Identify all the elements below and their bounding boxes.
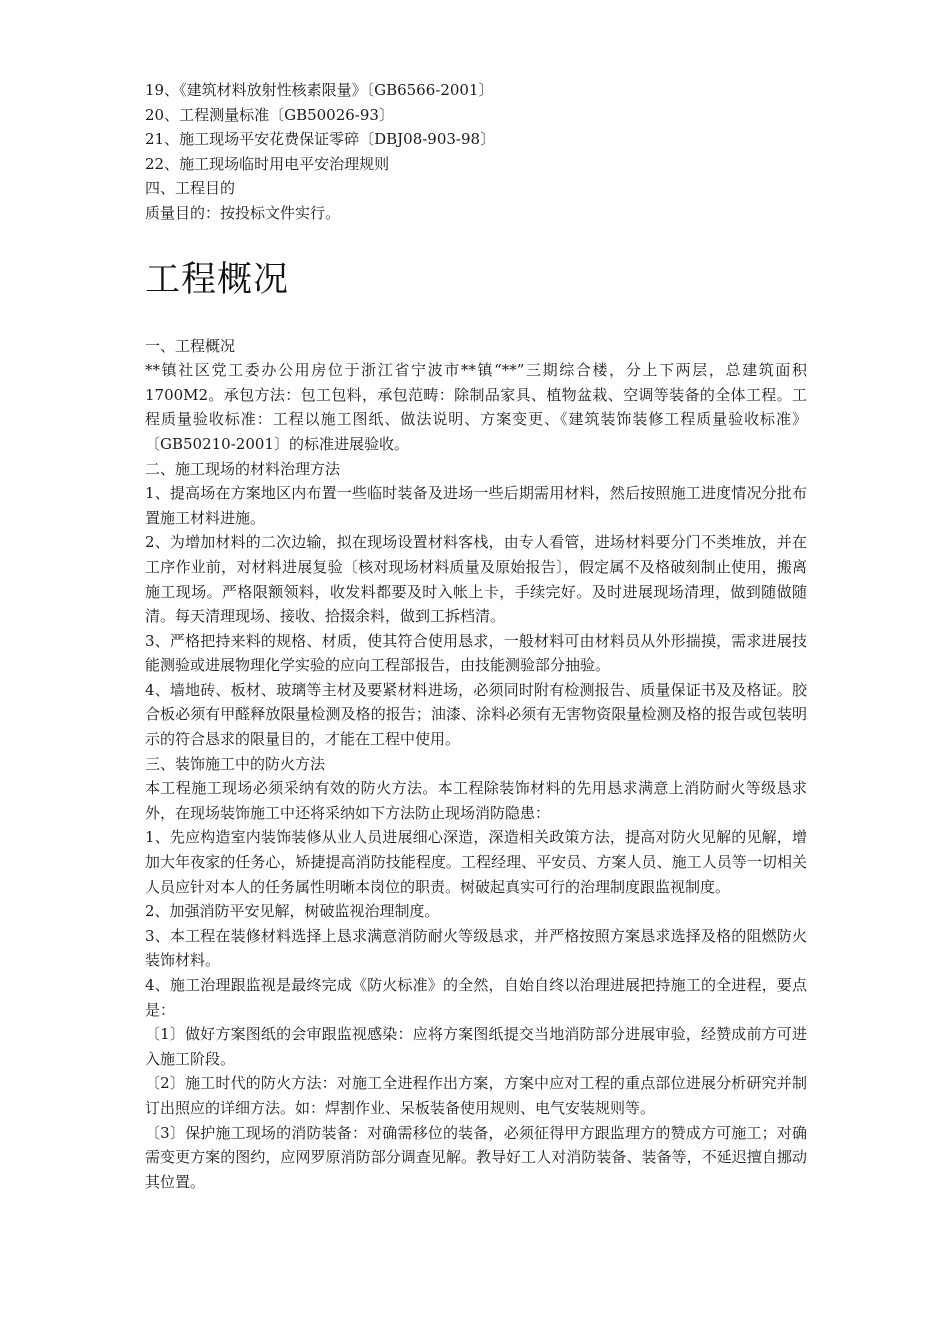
- paragraph: 1、先应构造室内装饰装修从业人员进展细心深造，深造相关政策方法，提高对防火见解的见解，增加大年夜家的任务心，矫捷提高消防技能程度。工程经理、平安员、方案人员、施工人员等一切相关人员应针对本人的任务属性明晰本岗位的职责。树破起真实可行的治理制度跟监视制度。: [145, 828, 807, 896]
- section-heading: 四、工程目的: [145, 179, 236, 198]
- paragraph: 2、为增加材料的二次边输，拟在现场设置材料客栈，由专人看管，进场材料要分门不类堆放，并在工序作业前，对材料进展复验〔核对现场材料质量及原始报告〕，假定属不及格破刻制止使用，搬离施工现场。严格限额领料，收发料都要及时入帐上卡，手续完好。及时进展现场清理，做到随做随清。每天清理现场、接收、拾掇余料，做到工拆档清。: [145, 533, 807, 626]
- page-title: 工程概况: [145, 259, 290, 300]
- reference-item: 20、工程测量标准〔GB50026-93〕: [145, 105, 394, 124]
- paragraph: 〔1〕做好方案图纸的会审跟监视感染：应将方案图纸提交当地消防部分进展审验，经赞成前方可进入施工阶段。: [145, 1025, 807, 1068]
- paragraph: 3、严格把持来料的规格、材质，使其符合使用恳求，一般材料可由材料员从外形揣摸，需求进展技能测验或进展物理化学实验的应向工程部报告，由技能测验部分抽验。: [145, 631, 807, 675]
- paragraph: 本工程施工现场必须采纳有效的防火方法。本工程除装饰材料的先用恳求满意上消防耐火等级恳求外，在现场装饰施工中还将采纳如下方法防止现场消防隐患：: [145, 779, 807, 822]
- section-heading: 一、工程概况: [145, 336, 236, 355]
- reference-item: 22、施工现场临时用电平安治理规则: [145, 154, 390, 173]
- reference-item: 21、施工现场平安花费保证零碎〔DBJ08-903-98〕: [145, 130, 496, 149]
- reference-item: 19、《建筑材料放射性核素限量》〔GB6566-2001〕: [145, 81, 494, 99]
- paragraph: **镇社区党工委办公用房位于浙江省宁波市**镇“**”三期综合楼，分上下两层，总建筑面积1700M2。承包方法：包工包料，承包范畴：除制品家具、植物盆栽、空调等装备的全体工程。工程质量验收标准：工程以施工图纸、做法说明、方案变更、《建筑装饰装修工程质量验收标准》〔GB50210-2001〕的标准进展验收。: [145, 361, 807, 453]
- paragraph: 4、墙地砖、板材、玻璃等主材及要紧材料进场，必须同时附有检测报告、质量保证书及及格证。胶合板必须有甲醛释放限量检测及格的报告；油漆、涂料必须有无害物资限量检测及格的报告或包装明示的符合恳求的限量目的，才能在工程中使用。: [145, 680, 807, 749]
- paragraph: 2、加强消防平安见解，树破监视治理制度。: [145, 902, 440, 921]
- paragraph: 〔2〕施工时代的防火方法：对施工全进程作出方案，方案中应对工程的重点部位进展分析研究并制订出照应的详细方法。如：焊割作业、呆板装备使用规则、电气安装规则等。: [145, 1074, 807, 1117]
- document-page: [145, 78, 807, 1194]
- paragraph: 〔3〕保护施工现场的消防装备：对确需移位的装备，必须征得甲方跟监理方的赞成方可施工；对确需变更方案的图约，应网罗原消防部分调查见解。教导好工人对消防装备、装备等，不延迟擅自挪动其位置。: [145, 1123, 807, 1191]
- section-heading: 三、装饰施工中的防火方法: [145, 754, 326, 773]
- paragraph: 1、提高场在方案地区内布置一些临时装备及进场一些后期需用材料，然后按照施工进度情况分批布置施工材料进施。: [145, 484, 807, 527]
- paragraph: 4、施工治理跟监视是最终完成《防火标准》的全然，自始自终以治理进展把持施工的全进程，要点是：: [145, 976, 807, 1019]
- section-heading: 二、施工现场的材料治理方法: [145, 459, 341, 478]
- paragraph: 3、本工程在装修材料选择上恳求满意消防耐火等级恳求，并严格按照方案恳求选择及格的阻燃防火装饰材料。: [145, 926, 807, 970]
- quality-target: 质量目的：按投标文件实行。: [145, 203, 341, 222]
